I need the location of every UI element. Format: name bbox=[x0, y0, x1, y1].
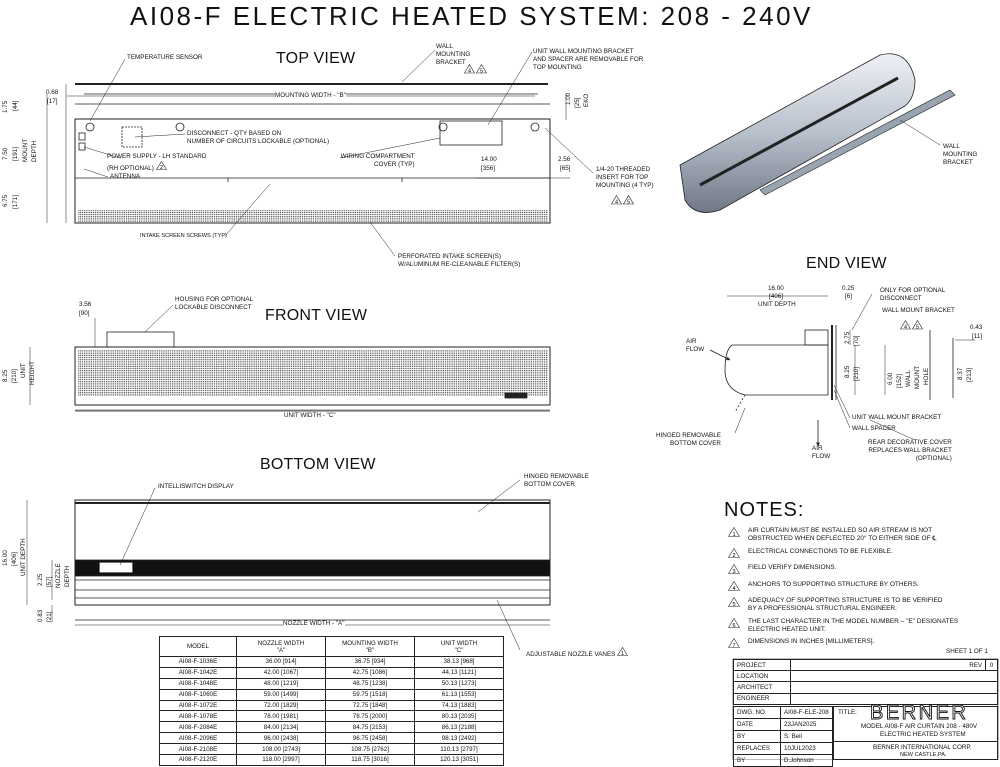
dim-750-mm: [191] bbox=[12, 146, 19, 161]
sheet-title: AI08-F ELECTRIC HEATED SYSTEM: 208 - 240V bbox=[130, 1, 813, 31]
end-dim-043: 0.43 bbox=[970, 324, 983, 331]
table-cell: 98.13 [2492] bbox=[415, 733, 504, 744]
table-cell: 74.13 [1883] bbox=[415, 700, 504, 711]
table-cell: 108.00 [2743] bbox=[237, 744, 326, 755]
svg-text:5: 5 bbox=[732, 601, 736, 607]
dim-175: 1.75 bbox=[2, 100, 9, 113]
table-cell: AI08-F-1048E bbox=[160, 678, 237, 689]
header-line: "B" bbox=[365, 646, 375, 654]
end-hinged-cover-label bbox=[656, 432, 721, 448]
dim-083-mm: [21] bbox=[46, 611, 53, 622]
dim-068-mm: [17] bbox=[47, 98, 58, 105]
table-cell: 96.00 [2438] bbox=[237, 733, 326, 744]
dim-225-mm: [57] bbox=[46, 576, 53, 587]
note-item bbox=[728, 618, 958, 634]
height-label: HEIGHT bbox=[29, 361, 36, 385]
end-unit-depth: UNIT DEPTH bbox=[758, 301, 796, 308]
header-line: "C" bbox=[454, 646, 464, 654]
model-table-body bbox=[160, 657, 504, 766]
system-line: ELECTRIC HEATED SYSTEM bbox=[880, 731, 966, 738]
table-row bbox=[160, 711, 504, 722]
svg-text:5: 5 bbox=[627, 199, 630, 205]
power-supply-line-1: POWER SUPPLY - LH STANDARD bbox=[107, 153, 207, 160]
table-cell: AI08-F-1078E bbox=[160, 711, 237, 722]
isometric-drawing bbox=[680, 54, 955, 213]
air-flow-out bbox=[812, 445, 830, 461]
unit-wall-bracket-line-3: TOP MOUNTING bbox=[533, 63, 582, 71]
svg-text:4: 4 bbox=[732, 585, 736, 591]
optional-line-1: ONLY FOR OPTIONAL bbox=[880, 287, 946, 294]
table-cell: 108.75 [2762] bbox=[326, 744, 415, 755]
by2-label: BY bbox=[734, 755, 781, 767]
replaces-label: REPLACES bbox=[734, 743, 781, 755]
table-cell: 36.00 [914] bbox=[237, 657, 326, 668]
table-cell: AI08-F-1036E bbox=[160, 657, 237, 668]
end-dim-043-mm: [11] bbox=[972, 333, 983, 340]
perforated-line-2: W/ALUMINUM RE-CLEANABLE FILTER(S) bbox=[398, 261, 521, 269]
table-row bbox=[160, 744, 504, 755]
table-cell: 44.13 [1121] bbox=[415, 667, 504, 678]
threaded-line-1: 1/4-20 THREADED bbox=[596, 166, 651, 173]
table-cell: 48.00 [1219] bbox=[237, 678, 326, 689]
table-row bbox=[160, 722, 504, 733]
svg-text:1: 1 bbox=[621, 650, 625, 656]
dim-225: 2.25 bbox=[37, 573, 44, 586]
title-label: TITLE: bbox=[838, 709, 857, 716]
table-row bbox=[160, 678, 504, 689]
dim-100: 1.00 bbox=[565, 92, 572, 105]
header-line: NOZZLE WIDTH bbox=[257, 639, 305, 647]
end-wall-mount-bracket: WALL MOUNT BRACKET bbox=[882, 307, 955, 314]
note-item bbox=[728, 581, 919, 589]
model-table-header-cell bbox=[415, 637, 504, 657]
dim-750: 7.50 bbox=[2, 147, 9, 160]
mounting-width-label: MOUNTING WIDTH - "B" bbox=[275, 92, 346, 99]
svg-text:4: 4 bbox=[615, 199, 618, 205]
housing-line-2: LOCKABLE DISCONNECT bbox=[175, 303, 252, 311]
hinged-cover-label bbox=[524, 473, 589, 489]
note-text bbox=[748, 618, 958, 634]
insert-tri-45 bbox=[611, 193, 635, 210]
air-flow-in-2: FLOW bbox=[686, 346, 705, 354]
depth-label: DEPTH bbox=[31, 140, 38, 162]
front-view-drawing bbox=[75, 332, 550, 411]
dim-1400-mm: [356] bbox=[481, 165, 496, 172]
model-line: MODEL AI08-F AIR CURTAIN 208 - 480V bbox=[861, 723, 978, 730]
rev-label: REV bbox=[957, 660, 986, 671]
company-city: NEW CASTLE,PA. bbox=[900, 752, 947, 758]
optional-disconnect-label bbox=[880, 287, 945, 303]
note-line: OBSTRUCTED WHEN DEFLECTED 20° TO EITHER SIDE OF ℄ bbox=[748, 535, 937, 543]
nozzle-depth-label: DEPTH bbox=[64, 565, 71, 587]
note-line: THE LAST CHARACTER IN THE MODEL NUMBER – "E" DESIGNATES bbox=[748, 618, 959, 625]
dim-175-mm: [44] bbox=[12, 100, 19, 111]
unit-wall-bracket-line-1: UNIT WALL MOUNTING BRACKET bbox=[533, 48, 634, 55]
unit-wall-mount-bracket-label: UNIT WALL MOUNT BRACKET bbox=[852, 414, 942, 421]
perforated-screen-label bbox=[398, 253, 520, 269]
optional-line-2: DISCONNECT bbox=[880, 294, 922, 302]
by2-value: D.Johnson bbox=[781, 755, 833, 767]
unit-width-label: UNIT WIDTH - "C" bbox=[284, 412, 336, 419]
title-block-top bbox=[733, 659, 998, 705]
note-item bbox=[728, 548, 893, 556]
sheet-number: SHEET 1 OF 1 bbox=[946, 648, 988, 655]
model-table-header bbox=[160, 637, 504, 657]
end-dim-1600-mm: [406] bbox=[769, 293, 784, 300]
iso-bracket-line-3: BRACKET bbox=[943, 158, 973, 166]
end-dim-825-mm: [210] bbox=[853, 366, 860, 381]
wall-label: WALL bbox=[905, 370, 912, 387]
model-table-header-cell bbox=[326, 637, 415, 657]
mount-label-end: MOUNT bbox=[914, 365, 921, 389]
air-flow-out-2: FLOW bbox=[812, 453, 831, 461]
table-cell: AI08-F-2120E bbox=[160, 755, 237, 766]
note-item bbox=[728, 597, 943, 613]
title-block-left bbox=[733, 706, 833, 767]
dim-1400: 14.00 bbox=[481, 156, 497, 163]
dim-1600-bottom: 16.00 bbox=[2, 550, 9, 566]
dim-100-mm: [25] bbox=[574, 97, 581, 108]
end-dim-825: 8.25 bbox=[844, 365, 851, 378]
note-line: FIELD VERIFY DIMENSIONS. bbox=[748, 564, 837, 571]
end-dim-025: 0.25 bbox=[842, 285, 855, 292]
table-cell: 118.75 [3016] bbox=[326, 755, 415, 766]
table-cell: 78.75 [2000] bbox=[326, 711, 415, 722]
table-cell: 84.75 [2153] bbox=[326, 722, 415, 733]
svg-text:7: 7 bbox=[732, 642, 736, 648]
table-cell: 110.13 [2797] bbox=[415, 744, 504, 755]
disconnect-line-1: DISCONNECT - QTY BASED ON bbox=[187, 130, 282, 137]
table-cell: 86.13 [2188] bbox=[415, 722, 504, 733]
table-cell: 48.75 [1238] bbox=[326, 678, 415, 689]
table-cell: AI08-F-1042E bbox=[160, 667, 237, 678]
hole-label: HOLE bbox=[923, 367, 930, 385]
note-item bbox=[728, 527, 937, 543]
end-dim-600: 6.00 bbox=[887, 372, 894, 385]
rev-value: 0 bbox=[986, 660, 998, 671]
note-number-triangle bbox=[728, 638, 740, 651]
svg-text:5: 5 bbox=[480, 68, 483, 74]
company-name: BERNER INTERNATIONAL CORP. bbox=[873, 744, 972, 751]
note-line: ELECTRIC HEATED UNIT. bbox=[748, 626, 826, 634]
bottom-view-label: BOTTOM VIEW bbox=[260, 456, 376, 473]
air-flow-in bbox=[686, 338, 704, 354]
table-cell: 80.13 [2035] bbox=[415, 711, 504, 722]
temperature-sensor-label: TEMPERATURE SENSOR bbox=[127, 54, 203, 61]
wall-bracket-line-3: BRACKET bbox=[436, 58, 466, 66]
note-line: BY A PROFESSIONAL STRUCTURAL ENGINEER. bbox=[748, 605, 897, 613]
wall-bracket-line-2: MOUNTING bbox=[436, 50, 471, 58]
dwg-no-label: DWG. NO. bbox=[734, 707, 781, 719]
nozzle-label: NOZZLE bbox=[55, 563, 62, 588]
power-supply-rh: (RH OPTIONAL) bbox=[107, 165, 154, 173]
mount-label: MOUNT bbox=[22, 138, 29, 162]
location-label: LOCATION bbox=[734, 671, 791, 682]
note-number-triangle bbox=[728, 581, 740, 594]
hinged-line-2: BOTTOM COVER bbox=[524, 481, 575, 489]
dim-675: 6.75 bbox=[2, 194, 9, 207]
date-label: DATE bbox=[734, 719, 781, 731]
header-line: "A" bbox=[276, 646, 286, 654]
note-number-triangle bbox=[728, 618, 740, 631]
iso-bracket-line-1: WALL bbox=[943, 143, 960, 150]
project-label: PROJECT bbox=[734, 660, 791, 671]
end-dim-600-mm: [152] bbox=[896, 373, 903, 388]
engineer-label: ENGINEER bbox=[734, 693, 791, 704]
air-flow-in-1: AIR bbox=[686, 338, 697, 345]
svg-text:4: 4 bbox=[468, 68, 471, 74]
adjustable-vanes-text: ADJUSTABLE NOZZLE VANES bbox=[526, 651, 616, 658]
wall-bracket-line-1: WALL bbox=[436, 43, 453, 50]
model-table-header-cell bbox=[237, 637, 326, 657]
end-view-label: END VIEW bbox=[806, 255, 887, 272]
wall-spacer-label: WALL SPACER bbox=[852, 425, 896, 432]
model-table bbox=[159, 636, 504, 766]
disconnect-label bbox=[187, 130, 329, 146]
perforated-line-1: PERFORATED INTAKE SCREEN(S) bbox=[398, 253, 501, 260]
note-item bbox=[728, 564, 836, 572]
table-cell: 61.13 [1553] bbox=[415, 689, 504, 700]
unit-wall-bracket-line-2: AND SPACER ARE REMOVABLE FOR bbox=[533, 55, 644, 63]
front-view-label: FRONT VIEW bbox=[265, 307, 368, 324]
rear-line-1: REAR DECORATIVE COVER bbox=[868, 439, 952, 446]
housing-line-1: HOUSING FOR OPTIONAL bbox=[175, 296, 254, 303]
table-cell: AI08-F-2108E bbox=[160, 744, 237, 755]
note-1-marker bbox=[617, 647, 628, 659]
header-line: MODEL bbox=[186, 643, 209, 650]
note-text bbox=[748, 638, 874, 646]
note-2-marker bbox=[156, 161, 167, 173]
note-line: ADEQUACY OF SUPPORTING STRUCTURE IS TO BE VERIFIED bbox=[748, 597, 943, 604]
note-line: DIMENSIONS IN INCHES [MILLIMETERS]. bbox=[748, 638, 875, 645]
note-text bbox=[748, 527, 937, 543]
architect-value bbox=[791, 682, 998, 693]
dim-083: 0.83 bbox=[37, 609, 44, 622]
power-supply-label bbox=[107, 153, 206, 173]
iso-bracket-line-2: MOUNTING bbox=[943, 150, 978, 158]
table-cell: 84.00 [2134] bbox=[237, 722, 326, 733]
berner-logo: BERNER bbox=[870, 702, 969, 724]
end-dim-275-mm: [70] bbox=[853, 335, 860, 346]
dim-256: 2.56 bbox=[558, 156, 571, 163]
end-hinged-line-1: HINGED REMOVABLE bbox=[656, 432, 721, 439]
note-text bbox=[748, 597, 943, 613]
location-value bbox=[791, 671, 998, 682]
table-cell: AI08-F-1072E bbox=[160, 700, 237, 711]
table-cell: 78.00 [1981] bbox=[237, 711, 326, 722]
dim-1600-mm-bottom: [406] bbox=[11, 551, 18, 566]
note-text bbox=[748, 581, 919, 589]
svg-text:1: 1 bbox=[732, 531, 736, 537]
dim-356: 3.56 bbox=[79, 301, 92, 308]
table-row bbox=[160, 733, 504, 744]
power-supply-line-2 bbox=[107, 161, 206, 173]
note-text bbox=[748, 564, 836, 572]
note-line: AIR CURTAIN MUST BE INSTALLED SO AIR STREAM IS NOT bbox=[748, 527, 933, 534]
antenna-label: ANTENNA bbox=[110, 173, 141, 180]
unit-label: UNIT bbox=[20, 363, 27, 378]
intake-screws-label: INTAKE SCREEN SCREWS (TYP) bbox=[140, 233, 227, 239]
table-cell: 96.75 [2458] bbox=[326, 733, 415, 744]
table-row bbox=[160, 667, 504, 678]
top-bracket-tri-45 bbox=[464, 62, 488, 79]
hinged-line-1: HINGED REMOVABLE bbox=[524, 473, 589, 480]
by-value: S. Beil bbox=[781, 731, 833, 743]
dim-068: 0.68 bbox=[46, 89, 59, 96]
rear-cover-label bbox=[868, 439, 952, 463]
note-line: ELECTRICAL CONNECTIONS TO BE FLEXIBLE. bbox=[748, 548, 893, 555]
unit-depth-bottom: UNIT DEPTH bbox=[20, 538, 27, 576]
svg-text:5: 5 bbox=[916, 324, 919, 330]
nozzle-width-label: NOZZLE WIDTH - "A" bbox=[283, 620, 345, 627]
note-number-triangle bbox=[728, 564, 740, 577]
wiring-compartment-label bbox=[339, 153, 415, 169]
unit-wall-bracket-note bbox=[533, 48, 643, 72]
table-row bbox=[160, 700, 504, 711]
threaded-line-3: MOUNTING (4 TYP) bbox=[596, 181, 654, 189]
threaded-insert-label bbox=[596, 166, 654, 190]
note-number-triangle bbox=[728, 597, 740, 610]
svg-text:6: 6 bbox=[732, 622, 736, 628]
end-dim-837-mm: [213] bbox=[966, 367, 973, 382]
svg-text:3: 3 bbox=[732, 568, 736, 574]
svg-text:2: 2 bbox=[732, 552, 736, 558]
eko-label: EKO bbox=[583, 93, 590, 107]
table-cell: 50.13 [1273] bbox=[415, 678, 504, 689]
svg-text:2: 2 bbox=[159, 164, 163, 171]
intelliswitch-label: INTELLISWITCH DISPLAY bbox=[158, 483, 234, 490]
by-label: BY bbox=[734, 731, 781, 743]
table-cell: 72.75 [1848] bbox=[326, 700, 415, 711]
dim-675-mm: [171] bbox=[12, 194, 19, 209]
top-view-label: TOP VIEW bbox=[276, 50, 356, 67]
title-divider bbox=[833, 741, 998, 742]
housing-label bbox=[175, 296, 253, 312]
notes-heading: NOTES: bbox=[724, 499, 805, 521]
end-dim-837: 8.37 bbox=[957, 367, 964, 380]
note-text bbox=[748, 548, 893, 556]
table-cell: 42.75 [1086] bbox=[326, 667, 415, 678]
iso-wall-bracket-label bbox=[943, 143, 977, 167]
header-line: UNIT WIDTH bbox=[440, 639, 478, 647]
table-cell: AI08-F-2096E bbox=[160, 733, 237, 744]
note-item bbox=[728, 638, 874, 646]
svg-text:4: 4 bbox=[904, 324, 907, 330]
wiring-line-1: WIRING COMPARTMENT bbox=[340, 153, 415, 160]
model-table-header-cell bbox=[160, 637, 237, 657]
header-line: MOUNTING WIDTH bbox=[342, 639, 398, 647]
note-number-triangle bbox=[728, 527, 740, 540]
note-line: ANCHORS TO SUPPORTING STRUCTURE BY OTHERS. bbox=[748, 581, 919, 588]
table-cell: 59.00 [1499] bbox=[237, 689, 326, 700]
table-cell: 36.75 [934] bbox=[326, 657, 415, 668]
table-cell: 38.13 [968] bbox=[415, 657, 504, 668]
table-cell: AI08-F-1060E bbox=[160, 689, 237, 700]
table-row bbox=[160, 689, 504, 700]
table-cell: 59.75 [1518] bbox=[326, 689, 415, 700]
table-row bbox=[160, 657, 504, 668]
end-dim-275: 2.75 bbox=[844, 331, 851, 344]
dim-256-mm: [65] bbox=[560, 165, 571, 172]
adjustable-vanes-label bbox=[526, 647, 628, 659]
table-cell: 120.13 [3051] bbox=[415, 755, 504, 766]
end-bracket-tri-45 bbox=[900, 318, 924, 335]
bottom-view-drawing bbox=[75, 500, 550, 620]
threaded-line-2: INSERT FOR TOP bbox=[596, 173, 649, 181]
table-cell: AI08-F-2084E bbox=[160, 722, 237, 733]
table-cell: 72.00 [1829] bbox=[237, 700, 326, 711]
disconnect-line-2: NUMBER OF CIRCUITS LOCKABLE (OPTIONAL) bbox=[187, 137, 330, 145]
rear-line-2: REPLACES WALL BRACKET bbox=[868, 446, 952, 454]
project-value bbox=[791, 660, 958, 671]
end-dim-025-mm: [6] bbox=[845, 293, 853, 300]
air-flow-out-1: AIR bbox=[812, 445, 823, 452]
dim-825: 8.25 bbox=[2, 369, 9, 382]
rear-line-3: (OPTIONAL) bbox=[915, 454, 952, 462]
architect-label: ARCHITECT bbox=[734, 682, 791, 693]
table-cell: 118.00 [2997] bbox=[237, 755, 326, 766]
end-dim-1600: 16.00 bbox=[768, 285, 784, 292]
date-value: 23JAN2025 bbox=[781, 719, 833, 731]
wiring-line-2: COVER (TYP) bbox=[374, 160, 415, 168]
note-number-triangle bbox=[728, 548, 740, 561]
end-hinged-line-2: BOTTOM COVER bbox=[670, 440, 721, 448]
dim-825-mm: [210] bbox=[11, 368, 18, 383]
dim-356-mm: [90] bbox=[79, 310, 90, 317]
table-cell: 42.00 [1067] bbox=[237, 667, 326, 678]
replaces-value: 10JUL2023 bbox=[781, 743, 833, 755]
dwg-no-value: AI08-F-ELE-208 bbox=[781, 707, 833, 719]
